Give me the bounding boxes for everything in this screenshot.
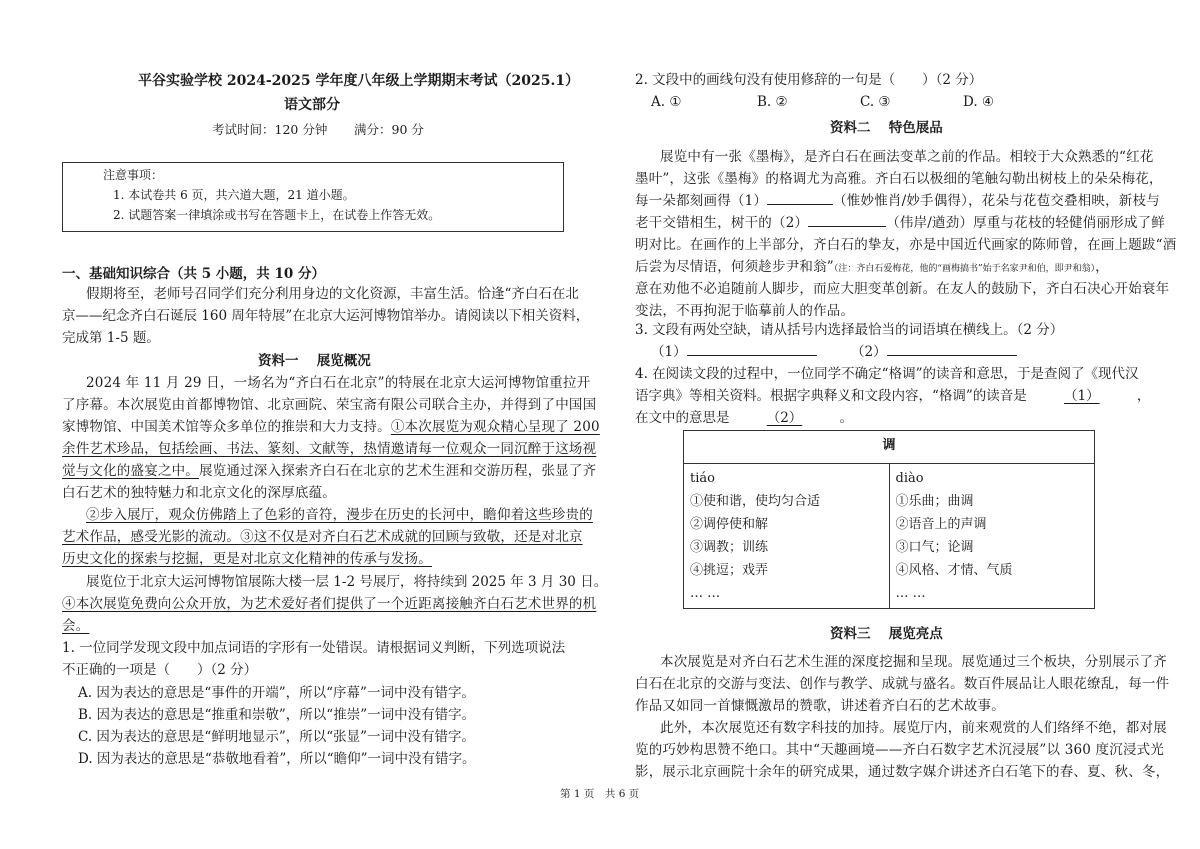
question-1: 不正确的一项是（ ）（2 分） [62, 662, 258, 678]
material-2-title: 资料二 特色展品 [830, 120, 943, 136]
passage-line: 2024 年 11 月 29 日，一场名为“齐白石在北京”的特展在北京大运河博物馆重拉开 [86, 375, 591, 391]
blank-1 [767, 190, 833, 205]
footnote: （注：齐白石爱梅花，他的“画梅搞书”始于名家尹和伯，即尹和翁） [833, 264, 1096, 274]
answer-line-1 [687, 341, 817, 356]
intro-line: 京——纪念齐白石诞辰 160 周年特展”在北京大运河博物馆举办。请阅读以下相关资料， [62, 308, 590, 324]
answer-line-2 [887, 341, 1017, 356]
definition: ③调教；训练 [690, 540, 769, 555]
pinyin: tiáo [690, 471, 715, 486]
definition: … … [895, 586, 926, 601]
definition: ④风格、才情、气质 [895, 563, 1013, 578]
underlined-sentence-1: 余件艺术珍品，包括绘画、书法、篆刻、文献等，热情邀请每一位观众一同沉醉于这场视 [62, 441, 597, 457]
definition: ②调停使和解 [690, 517, 769, 532]
question-4: 在文中的意思是 （2） 。 [635, 410, 853, 426]
material-3-title: 资料三 展览亮点 [830, 626, 943, 642]
passage-line: 影，展示北京画院十余年的研究成果，通过数字媒介讲述齐白石笔下的春、夏、秋、冬， [635, 764, 1170, 780]
definition: ③口气；论调 [895, 540, 974, 555]
intro-line: 假期将至，老师号召同学们充分利用身边的文化资源，丰富生活。恰逢“齐白石在北 [86, 286, 579, 302]
q1-option-a: A. 因为表达的意思是“事件的开端”，所以“序幕”一词中没有错字。 [78, 685, 475, 701]
dictionary-header: 调 [684, 431, 1095, 464]
section-subtitle: 语文部分 [284, 97, 340, 113]
underlined-sentence-3: 历史文化的探索与挖掘，更是对北京文化精神的传承与发扬。 [62, 551, 432, 567]
passage-line: 意在劝他不必追随前人脚步，而应大胆变革创新。在友人的鼓励下，齐白石决心开始衰年 [635, 281, 1170, 297]
dictionary-col-diao [889, 464, 1095, 609]
passage-line: 老干交错相生，树干的（2） （伟岸/遒劲）厚重与花枝的轻健俏丽形成了鲜 [635, 212, 1165, 234]
passage-line: 每一朵都刻画得（1） （惟妙惟肖/妙手偶得），花朵与花苞交叠相映，新枝与 [635, 190, 1160, 212]
passage-line: 展览中有一张《墨梅》，是齐白石在画法变革之前的作品。相较于大众熟悉的“红花 [660, 149, 1154, 165]
passage-line: 白石在北京的交游与变法、创作与教学、成就与盛名。数百件展品让人眼花缭乱，每一件 [635, 676, 1170, 692]
question-4: 4. 在阅读文段的过程中，一位同学不确定“格调”的读音和意思，于是查阅了《现代汉 [635, 366, 1139, 382]
q2-option-b: B. ② [757, 94, 788, 110]
definition: ①乐曲；曲调 [895, 494, 974, 509]
passage-line: 觉与文化的盛宴之中。展览通过深入探索齐白石在北京的艺术生涯和交游历程，张显了齐 [62, 463, 597, 479]
passage-line: 此外，本次展览还有数字科技的加持。展览厅内，前来观赏的人们络绎不绝，都对展 [660, 720, 1167, 736]
underlined-sentence-2: ②步入展厅，观众仿佛踏上了色彩的音符，漫步在历史的长河中，瞻仰着这些珍贵的 [86, 507, 593, 523]
passage-line: 白石艺术的独特魅力和北京文化的深厚底蕴。 [62, 485, 336, 501]
notice-item: 2. 试题答案一律填涂或书写在答题卡上，在试卷上作答无效。 [113, 208, 441, 222]
notice-box [62, 162, 564, 232]
pinyin: diào [895, 471, 924, 486]
passage-line: 了序幕。本次展览由首都博物馆、北京画院、荣宝斋有限公司联合主办，并得到了中国国 [62, 397, 597, 413]
definition: ④挑逗；戏弄 [690, 563, 769, 578]
q2-option-c: C. ③ [860, 94, 891, 110]
definition: … … [690, 586, 721, 601]
exam-time: 考试时间：120 分钟 [212, 122, 328, 137]
material-1-title: 资料一 展览概况 [258, 353, 371, 369]
passage-line: 展览位于北京大运河博物馆展陈大楼一层 1-2 号展厅，将持续到 2025 年 3 月 30 日。 [86, 574, 608, 590]
q1-option-c: C. 因为表达的意思是“鲜明地显示”，所以“张显”一词中没有错字。 [78, 729, 476, 745]
underlined-sentence-4: ④本次展览免费向公众开放，为艺术爱好者们提供了一个近距离接触齐白石艺术世界的机 [62, 596, 597, 612]
q2-option-d: D. ④ [963, 94, 995, 110]
q2-option-a: A. ① [651, 94, 682, 110]
underlined-sentence-4: 会。 [62, 618, 90, 634]
question-3: 3. 文段有两处空缺，请从括号内选择最恰当的词语填在横线上。（2 分） [635, 322, 1064, 338]
section-heading: 一、基础知识综合（共 5 小题，共 10 分） [62, 266, 325, 282]
exam-score: 满分：90 分 [354, 122, 424, 137]
passage-line: 本次展览是对齐白石艺术生涯的深度挖掘和呈现。展览通过三个板块，分别展示了齐 [660, 654, 1167, 670]
blank-2 [808, 212, 886, 227]
underlined-sentence-1: ①本次展览为观众精心呈现了 200 [390, 419, 600, 435]
passage-line: 后尝为尽情语，何须趁步尹和翁”（注：齐白石爱梅花，他的“画梅搞书”始于名家尹和伯，即尹和翁）， [635, 259, 1109, 275]
underlined-sentence-3: ③这不仅是对齐白石艺术成就的回顾与致敬，还是对北京 [240, 529, 583, 545]
passage-line: 墨叶”，这张《墨梅》的格调尤为高雅。齐白石以极细的笔触勾勒出树枝上的朵朵梅花， [635, 171, 1163, 187]
question-2: 2. 文段中的画线句没有使用修辞的一句是（ ）（2 分） [635, 72, 983, 88]
definition: ②语音上的声调 [895, 517, 987, 532]
passage-line: 作品又如同一首慷慨激昂的赞歌，讲述着齐白石的艺术故事。 [635, 698, 1005, 714]
intro-line: 完成第 1-5 题。 [62, 330, 160, 346]
passage-line: 变法，不再拘泥于临摹前人的作品。 [635, 303, 855, 319]
question-4: 语字典》等相关资料。根据字典释义和文段内容，“格调”的读音是 （1） ， [635, 388, 1151, 404]
question-1: 1. 一位同学发现文段中加点词语的字形有一处错误。请根据词义判断，下列选项说法 [62, 640, 566, 656]
q3-answer-2: （2） [851, 341, 1017, 363]
notice-heading: 注意事项： [103, 168, 164, 182]
page-footer: 第 1 页 共 6 页 [560, 788, 640, 800]
exam-title: 平谷实验学校 2024-2025 学年度八年级上学期期末考试（2025.1） [138, 73, 580, 89]
dictionary-table [683, 430, 1095, 609]
notice-item: 1. 本试卷共 6 页，共六道大题，21 道小题。 [113, 188, 355, 202]
definition: ①使和谐，使均匀合适 [690, 494, 821, 509]
passage-line: 艺术作品，感受光影的流动。③这不仅是对齐白石艺术成就的回顾与致敬，还是对北京 [62, 529, 583, 545]
dictionary-col-tiao [684, 464, 890, 609]
passage-line: 览的巧妙构思赞不绝口。其中“天趣画境——齐白石数字艺术沉浸展”以 360 度沉浸式光 [635, 742, 1165, 758]
passage-line: 明对比。在画作的上半部分，齐白石的挚友，亦是中国近代画家的陈师曾，在画上题跋“酒 [635, 237, 1177, 253]
q1-option-d: D. 因为表达的意思是“恭敬地看着”，所以“瞻仰”一词中没有错字。 [78, 751, 476, 767]
q1-option-b: B. 因为表达的意思是“推重和崇敬”，所以“推崇”一词中没有错字。 [78, 707, 476, 723]
q3-answer-1: （1） [651, 341, 817, 363]
passage-line: 家博物馆、中国美术馆等众多单位的推崇和大力支持。①本次展览为观众精心呈现了 200 [62, 419, 600, 435]
